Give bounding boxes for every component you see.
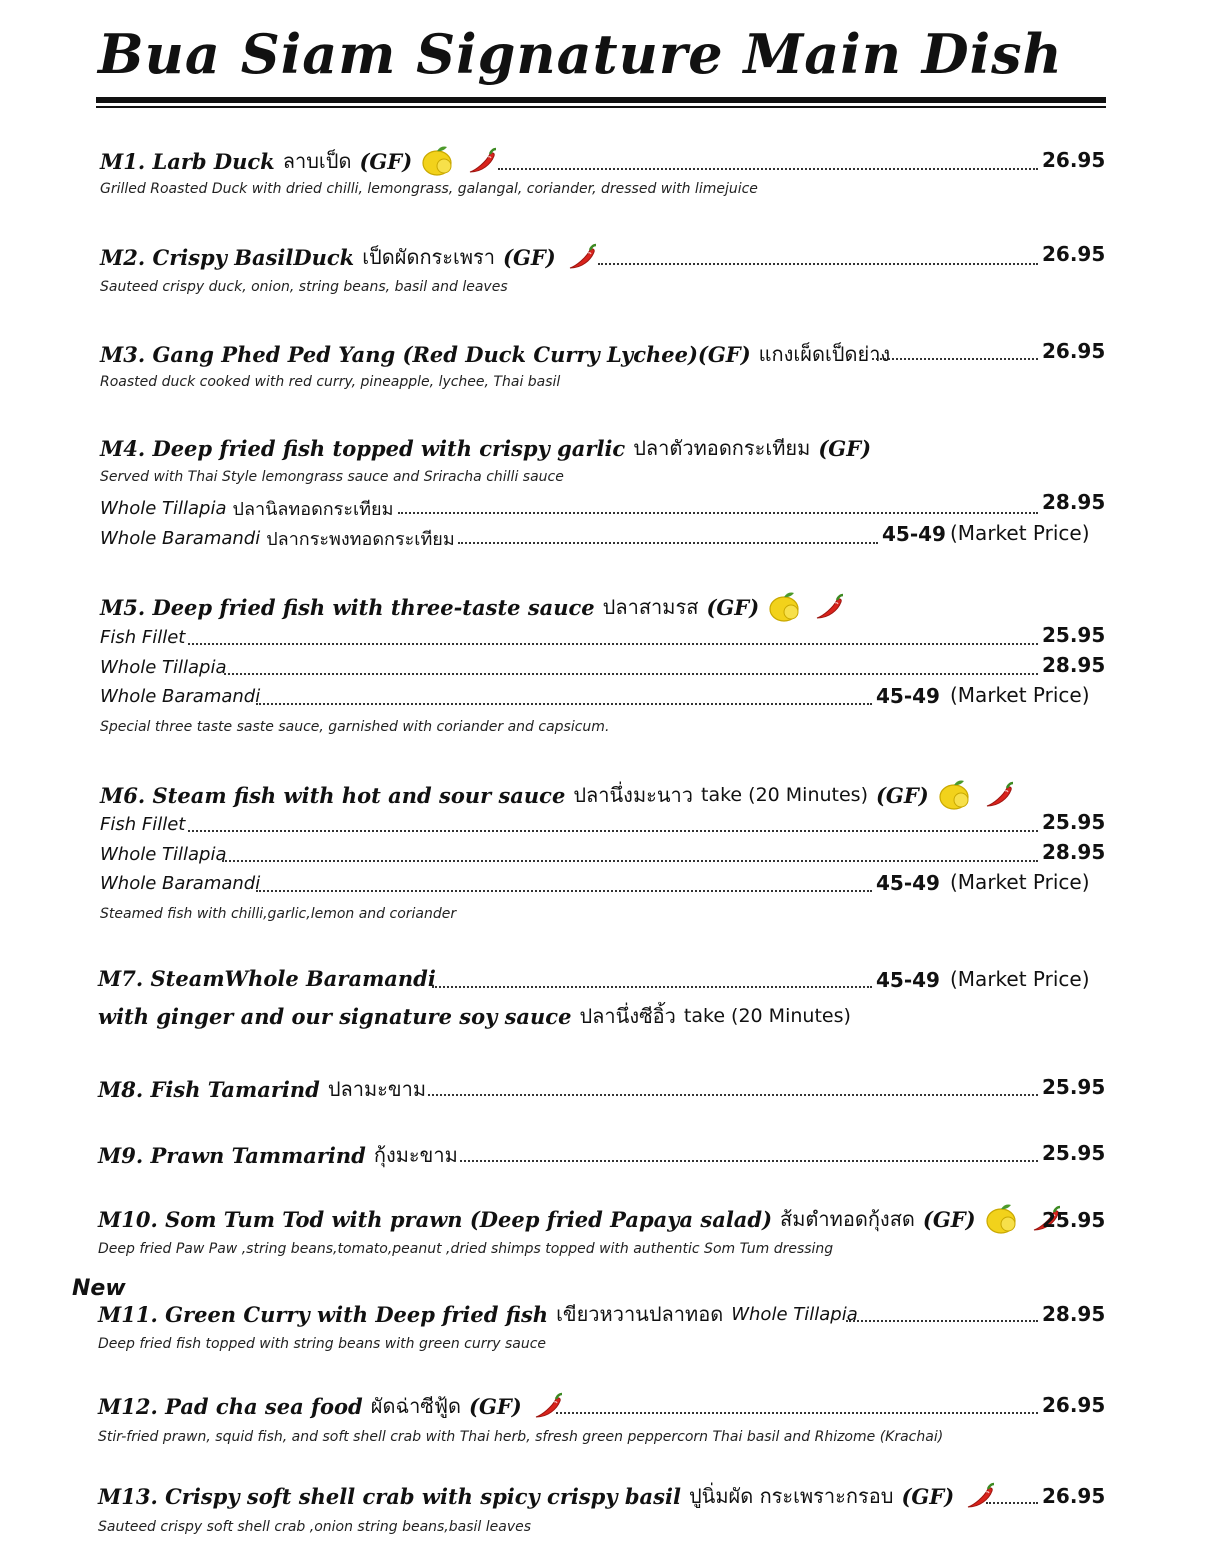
- new-badge: New: [72, 1276, 126, 1301]
- gf-tag: (GF): [359, 148, 413, 174]
- item-description: Grilled Roasted Duck with dried chilli, lemongrass, galangal, coriander, dressed with limejuice: [100, 181, 758, 197]
- menu-item-m2-heading: [100, 241, 598, 273]
- item-name: M13. Crispy soft shell crab with spicy crispy basil: [98, 1483, 681, 1509]
- item-prep-note: take (20 Minutes): [683, 1005, 851, 1027]
- lemon-icon: [984, 1202, 1020, 1236]
- market-price-label: (Market Price): [950, 683, 1090, 707]
- item-price: 26.95: [1042, 1484, 1106, 1508]
- item-price: 28.95: [1042, 1302, 1106, 1326]
- item-name: M6. Steam fish with hot and sour sauce: [100, 782, 566, 808]
- option-label: Whole Tillapia: [100, 844, 227, 865]
- chilli-icon: [564, 242, 598, 272]
- menu-item-m10-heading: [98, 1202, 1062, 1236]
- lemon-icon: [937, 778, 973, 812]
- menu-item-m6-heading: [100, 778, 1015, 812]
- market-price-label: (Market Price): [950, 967, 1090, 991]
- option-label: Whole Baramandi: [100, 686, 261, 707]
- leader-dots: [222, 860, 1038, 862]
- item-name: M4. Deep fried fish topped with crispy garlic: [100, 435, 626, 461]
- option-label: Whole Baramandi: [100, 873, 261, 894]
- item-name: M8. Fish Tamarind: [98, 1076, 320, 1102]
- item-description: Roasted duck cooked with red curry, pineapple, lychee, Thai basil: [100, 374, 561, 390]
- item-description: Served with Thai Style lemongrass sauce and Sriracha chilli sauce: [100, 469, 564, 485]
- item-thai-name: ปลาสามรส: [602, 595, 699, 619]
- item-name: M7. SteamWhole Baramandi: [98, 966, 436, 991]
- item-price: 26.95: [1042, 1393, 1106, 1417]
- chilli-icon: [530, 1391, 564, 1421]
- option-price: 28.95: [1042, 840, 1106, 864]
- item-price: 45-49: [876, 968, 940, 992]
- leader-dots: [256, 703, 872, 705]
- item-name: M12. Pad cha sea food: [98, 1393, 363, 1419]
- item-thai-name: ปลามะขาม: [327, 1077, 427, 1101]
- item-thai-name: ปลานึ่งมะนาว: [573, 783, 694, 807]
- leader-dots: [986, 1502, 1038, 1504]
- menu-item-m9-heading: [98, 1139, 458, 1171]
- item-price: 26.95: [1042, 242, 1106, 266]
- item-price: 25.95: [1042, 1208, 1106, 1232]
- item-thai-name: ปลาตัวทอดกระเทียม: [633, 436, 811, 460]
- option-label: Whole Tillapia: [100, 498, 227, 519]
- option-label: Fish Fillet: [100, 627, 186, 648]
- item-price: 26.95: [1042, 339, 1106, 363]
- market-price-label: (Market Price): [950, 521, 1090, 545]
- menu-item-m1-heading: [100, 144, 498, 178]
- chilli-icon: [981, 780, 1015, 810]
- gf-tag: (GF): [503, 244, 556, 270]
- option-label: Whole Baramandi: [100, 528, 261, 549]
- leader-dots: [458, 542, 878, 544]
- item-thai-name: กุ้งมะขาม: [373, 1143, 458, 1167]
- leader-dots: [872, 358, 1038, 360]
- item-description: Deep fried Paw Paw ,string beans,tomato,peanut ,dried shimps topped with authentic Som Tum dressing: [98, 1241, 834, 1257]
- menu-item-m7-line2: [98, 1000, 851, 1032]
- item-name: M5. Deep fried fish with three-taste sauce: [100, 594, 595, 620]
- lemon-icon: [767, 590, 803, 624]
- leader-dots: [188, 643, 1038, 645]
- item-description: Deep fried fish topped with string beans with green curry sauce: [98, 1336, 547, 1352]
- item-description: Stir-fried prawn, squid fish, and soft shell crab with Thai herb, sfresh green peppercorn Thai basil and Rhizome (Krachai): [98, 1429, 944, 1445]
- option-label: Fish Fillet: [100, 814, 186, 835]
- item-thai-name: ปลานึ่งซีอิ้ว: [579, 1004, 676, 1028]
- item-name-line2: with ginger and our signature soy sauce: [98, 1003, 572, 1029]
- gf-tag: (GF): [922, 1206, 976, 1232]
- item-price: 26.95: [1042, 148, 1106, 172]
- leader-dots: [498, 168, 1038, 170]
- option-label: Whole Tillapia: [100, 657, 227, 678]
- item-name: M10. Som Tum Tod with prawn (Deep fried Papaya salad): [98, 1206, 773, 1232]
- menu-item-m4-heading: [100, 432, 871, 464]
- option-price: 45-49: [882, 522, 946, 546]
- option-price: 45-49: [876, 871, 940, 895]
- item-name: M2. Crispy BasilDuck: [100, 244, 355, 270]
- option-thai: ปลากระพงทอดกระเทียม: [266, 529, 455, 550]
- menu-item-m5-heading: [100, 590, 845, 624]
- option-row: [100, 524, 455, 553]
- item-price: 25.95: [1042, 1075, 1106, 1099]
- leader-dots: [598, 263, 1038, 265]
- page-title: Bua Siam Signature Main Dish: [98, 22, 1063, 86]
- item-thai-name: ลาบเป็ด: [282, 149, 352, 173]
- chilli-icon: [464, 146, 498, 176]
- leader-dots: [398, 512, 1038, 514]
- menu-item-m3-heading: [100, 338, 890, 370]
- item-description: Steamed fish with chilli,garlic,lemon and coriander: [100, 906, 457, 922]
- item-thai-name: ผัดฉ่าซีฟู้ด: [370, 1394, 462, 1418]
- option-price: 25.95: [1042, 623, 1106, 647]
- item-thai-name: เป็ดผัดกระเพรา: [362, 245, 496, 269]
- option-price: 28.95: [1042, 653, 1106, 677]
- chilli-icon: [962, 1481, 996, 1511]
- option-label: Whole Tillapia: [731, 1303, 858, 1325]
- item-name: M3. Gang Phed Ped Yang (Red Duck Curry Lychee)(GF): [100, 341, 751, 367]
- item-description: Sauteed crispy duck, onion, string beans, basil and leaves: [100, 279, 508, 295]
- item-name: M9. Prawn Tammarind: [98, 1142, 366, 1168]
- item-name: M1. Larb Duck: [100, 148, 275, 174]
- gf-tag: (GF): [901, 1483, 955, 1509]
- item-thai-name: ส้มตำทอดกุ้งสด: [780, 1207, 915, 1231]
- leader-dots: [256, 890, 872, 892]
- market-price-label: (Market Price): [950, 870, 1090, 894]
- item-prep-note: take (20 Minutes): [701, 784, 868, 806]
- menu-item-m11-heading: [98, 1298, 858, 1330]
- leader-dots: [428, 1094, 1038, 1096]
- option-thai: ปลานิลทอดกระเทียม: [232, 499, 394, 520]
- item-description: Sauteed crispy soft shell crab ,onion string beans,basil leaves: [98, 1519, 532, 1535]
- option-price: 28.95: [1042, 490, 1106, 514]
- option-price: 45-49: [876, 684, 940, 708]
- leader-dots: [846, 1320, 1038, 1322]
- gf-tag: (GF): [706, 594, 760, 620]
- leader-dots: [460, 1160, 1038, 1162]
- leader-dots: [432, 986, 872, 988]
- leader-dots: [224, 673, 1038, 675]
- menu-item-m8-heading: [98, 1073, 426, 1105]
- item-description: Special three taste saste sauce, garnished with coriander and capsicum.: [100, 719, 610, 735]
- title-rule-thin: [96, 106, 1106, 108]
- title-rule-thick: [96, 97, 1106, 103]
- gf-tag: (GF): [818, 435, 872, 461]
- item-thai-name: แกงเผ็ดเป็ดย่าง: [758, 342, 891, 366]
- item-price: 25.95: [1042, 1141, 1106, 1165]
- gf-tag: (GF): [876, 782, 929, 808]
- item-name: M11. Green Curry with Deep fried fish: [98, 1301, 549, 1327]
- item-thai-name: ปูนิ่มผัด กระเพราะกรอบ: [688, 1484, 894, 1508]
- option-row: [100, 494, 393, 523]
- leader-dots: [556, 1412, 1038, 1414]
- leader-dots: [188, 830, 1038, 832]
- lemon-icon: [420, 144, 456, 178]
- menu-item-m13-heading: [98, 1480, 996, 1512]
- menu-item-m12-heading: [98, 1390, 564, 1422]
- option-price: 25.95: [1042, 810, 1106, 834]
- chilli-icon: [811, 592, 845, 622]
- gf-tag: (GF): [469, 1393, 522, 1419]
- item-thai-name: เขียวหวานปลาทอด: [556, 1302, 724, 1326]
